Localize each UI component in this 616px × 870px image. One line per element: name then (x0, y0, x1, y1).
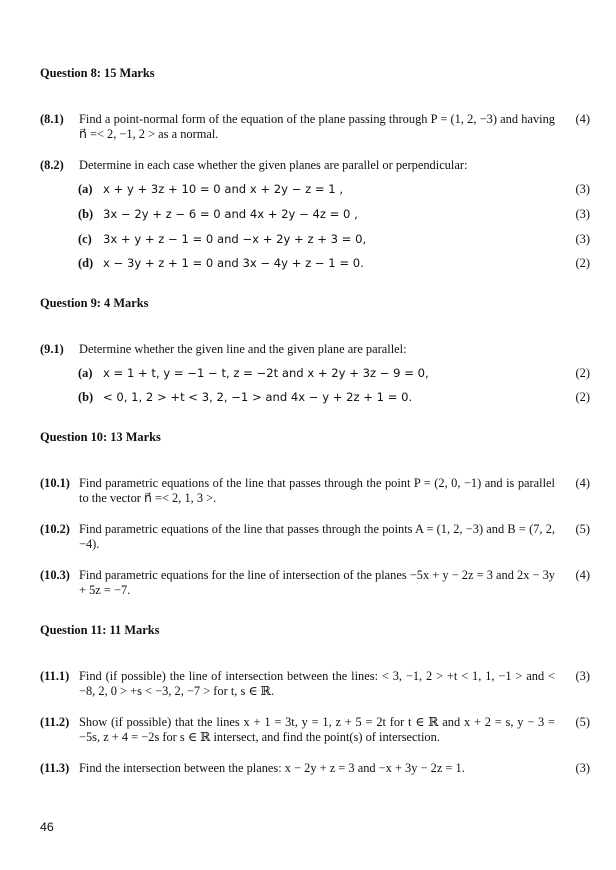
question-9-heading: Question 9: 4 Marks (40, 296, 149, 310)
subitem-text: 3x + y + z − 1 = 0 and −x + 2y + z + 3 = 0, (103, 232, 367, 246)
subitem-label: (c) (78, 232, 92, 246)
subitem-label: (a) (78, 182, 93, 196)
subitem-marks: (3) (575, 232, 590, 246)
item-text: Find parametric equations of the line that passes through the point P = (2, 0, −1) and is parallel to the vector n⃗ =< 2, 1, 3 >. (79, 476, 555, 505)
subitem-label: (b) (78, 207, 94, 221)
subitem-label: (b) (78, 390, 94, 404)
item-number: (9.1) (40, 342, 64, 356)
subitem-text: x = 1 + t, y = −1 − t, z = −2t and x + 2y + 3z − 9 = 0, (103, 366, 429, 380)
item-marks: (4) (575, 476, 590, 490)
item-text: Find a point-normal form of the equation of the plane passing through P = (1, 2, −3) and having n⃗ =< 2, −1, 2 > as a normal. (79, 112, 555, 141)
subitem-text: < 0, 1, 2 > +t < 3, 2, −1 > and 4x − y + 2z + 1 = 0. (103, 390, 413, 404)
item-number: (10.2) (40, 522, 70, 536)
subitem-marks: (2) (575, 366, 590, 380)
item-number: (11.1) (40, 669, 70, 683)
subitem-marks: (2) (575, 256, 590, 270)
subitem-text: x − 3y + z + 1 = 0 and 3x − 4y + z − 1 = 0. (103, 256, 364, 270)
item-text: Show (if possible) that the lines x + 1 = 3t, y = 1, z + 5 = 2t for t ∈ ℝ and x + 2 = s, y − 3 = −5s, z + 4 = −2s for s ∈ ℝ intersect, and find the point(s) of intersection. (79, 715, 555, 744)
item-number: (8.2) (40, 158, 64, 172)
item-text: Find parametric equations of the line that passes through the points A = (1, 2, −3) and B = (7, 2, −4). (79, 522, 555, 551)
item-number: (11.2) (40, 715, 70, 729)
item-number: (8.1) (40, 112, 64, 126)
item-text: Determine in each case whether the given planes are parallel or perpendicular: (79, 158, 468, 172)
item-text: Find parametric equations for the line of intersection of the planes −5x + y − 2z = 3 and 2x − 3y + 5z = −7. (79, 568, 555, 597)
item-number: (10.3) (40, 568, 70, 582)
item-marks: (5) (575, 715, 590, 729)
question-11-heading: Question 11: 11 Marks (40, 623, 160, 637)
subitem-marks: (3) (575, 182, 590, 196)
subitem-label: (a) (78, 366, 93, 380)
item-marks: (3) (575, 669, 590, 683)
item-marks: (4) (575, 112, 590, 126)
item-number: (10.1) (40, 476, 70, 490)
item-text: Find the intersection between the planes: x − 2y + z = 3 and −x + 3y − 2z = 1. (79, 761, 465, 775)
item-text: Determine whether the given line and the given plane are parallel: (79, 342, 407, 356)
item-text: Find (if possible) the line of intersection between the lines: < 3, −1, 2 > +t < 1, 1, −1 > and < −8, 2, 0 > +s < −3, 2, −7 > for t, s ∈ ℝ. (79, 669, 555, 698)
item-marks: (3) (575, 761, 590, 775)
item-marks: (5) (575, 522, 590, 536)
subitem-text: x + y + 3z + 10 = 0 and x + 2y − z = 1 , (103, 182, 344, 196)
subitem-label: (d) (78, 256, 94, 270)
page-number: 46 (40, 820, 54, 834)
item-number: (11.3) (40, 761, 70, 775)
subitem-marks: (3) (575, 207, 590, 221)
subitem-text: 3x − 2y + z − 6 = 0 and 4x + 2y − 4z = 0 , (103, 207, 358, 221)
item-marks: (4) (575, 568, 590, 582)
question-10-heading: Question 10: 13 Marks (40, 430, 161, 444)
question-8-heading: Question 8: 15 Marks (40, 66, 155, 80)
subitem-marks: (2) (575, 390, 590, 404)
